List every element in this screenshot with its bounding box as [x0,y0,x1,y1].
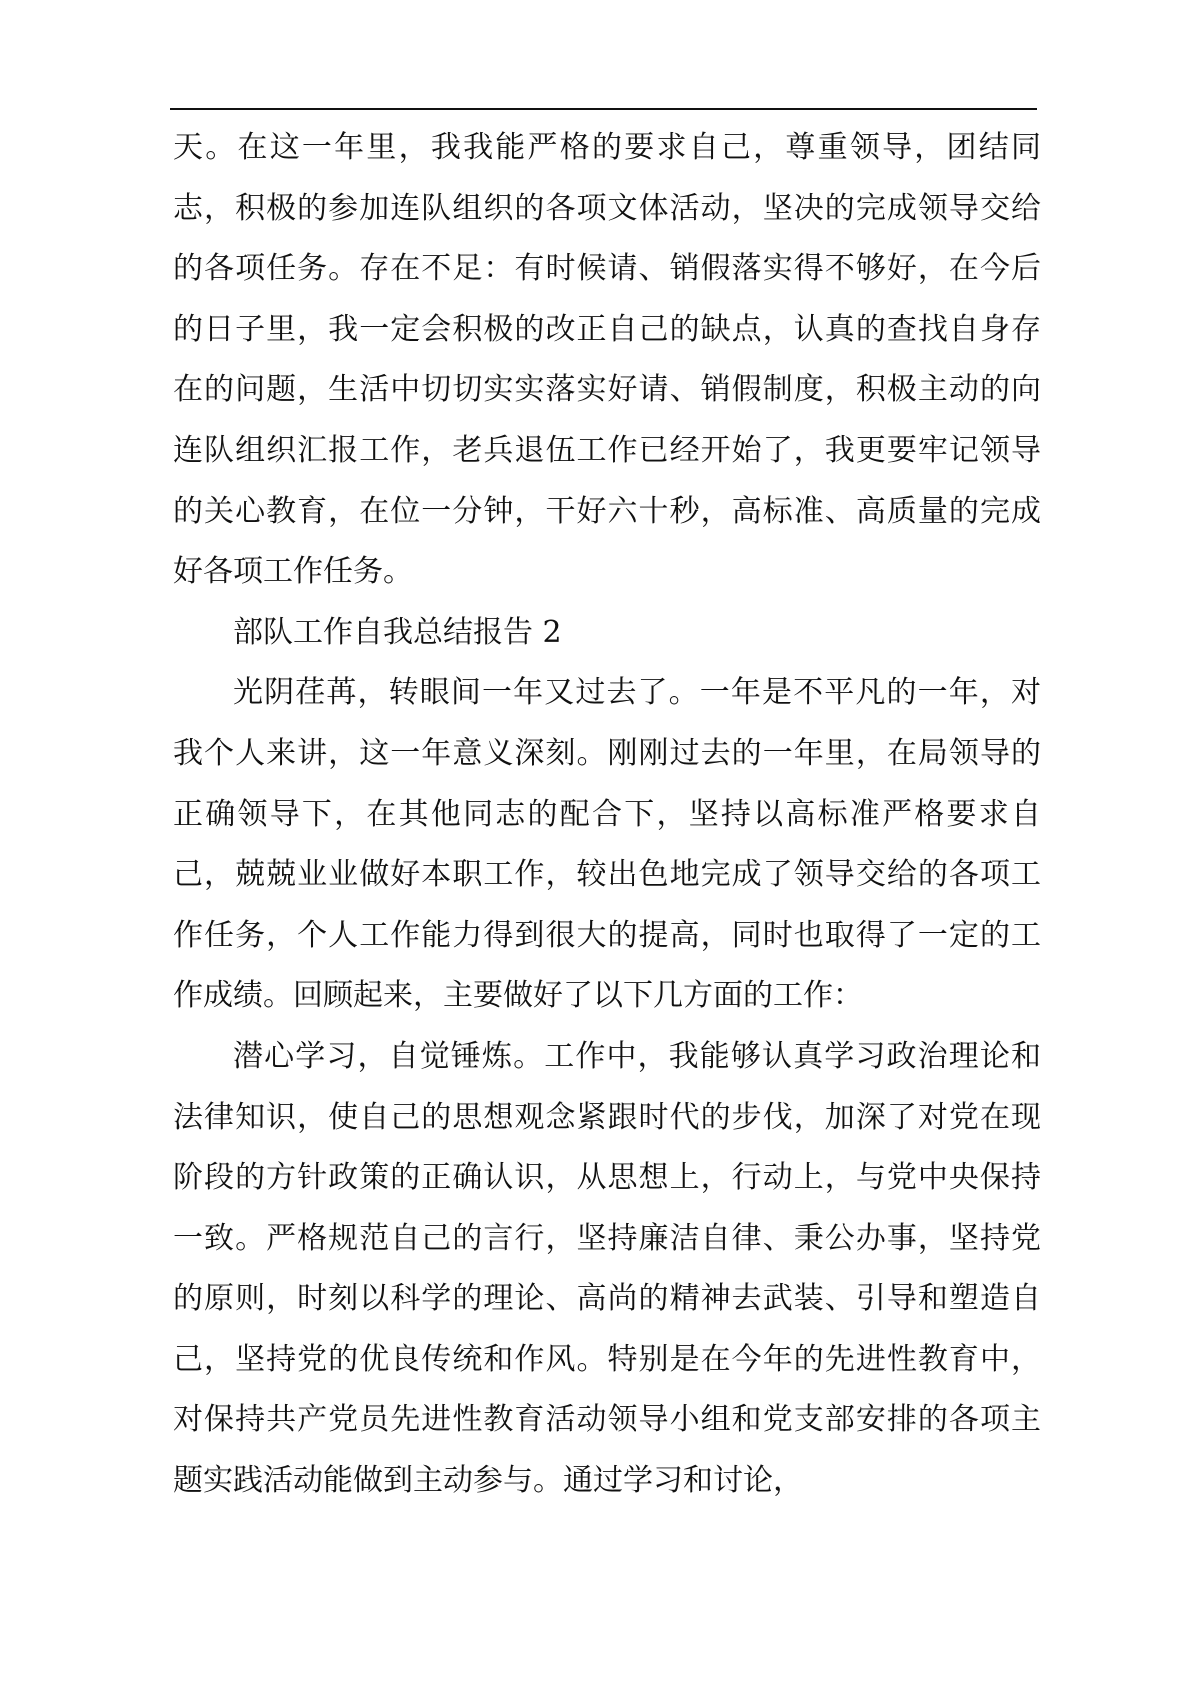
section-heading: 部队工作自我总结报告 2 [233,614,562,650]
document-body [173,118,1041,1512]
paragraph-continuation: 天。在这一年里，我我能严格的要求自己，尊重领导，团结同志，积极的参加连队组织的各项文体活动，坚决的完成领导交给的各项任务。存在不足：有时候请、销假落实得不够好，在今后的日子里，我一定会积极的改正自己的缺点，认真的查找自身存在的问题，生活中切切实实落实好请、销假制度，积极主动的向连队组织汇报工作，老兵退伍工作已经开始了，我更要牢记领导的关心教育，在位一分钟，干好六十秒，高标准、高质量的完成好各项工作任务。 [173,130,1041,590]
paragraph-intro: 光阴荏苒，转眼间一年又过去了。一年是不平凡的一年，对我个人来讲，这一年意义深刻。刚刚过去的一年里，在局领导的正确领导下，在其他同志的配合下，坚持以高标准严格要求自己，兢兢业业做好本职工作，较出色地完成了领导交给的各项工作任务，个人工作能力得到很大的提高，同时也取得了一定的工作成绩。回顾起来，主要做好了以下几方面的工作： [173,675,1041,1014]
paragraph-study: 潜心学习，自觉锤炼。工作中，我能够认真学习政治理论和法律知识，使自己的思想观念紧跟时代的步伐，加深了对党在现阶段的方针政策的正确认识，从思想上，行动上，与党中央保持一致。严格规范自己的言行，坚持廉洁自律、秉公办事，坚持党的原则，时刻以科学的理论、高尚的精神去武装、引导和塑造自己，坚持党的优良传统和作风。特别是在今年的先进性教育中，对保持共产党员先进性教育活动领导小组和党支部安排的各项主题实践活动能做到主动参与。通过学习和讨论， [173,1038,1041,1499]
header-rule [170,108,1037,110]
